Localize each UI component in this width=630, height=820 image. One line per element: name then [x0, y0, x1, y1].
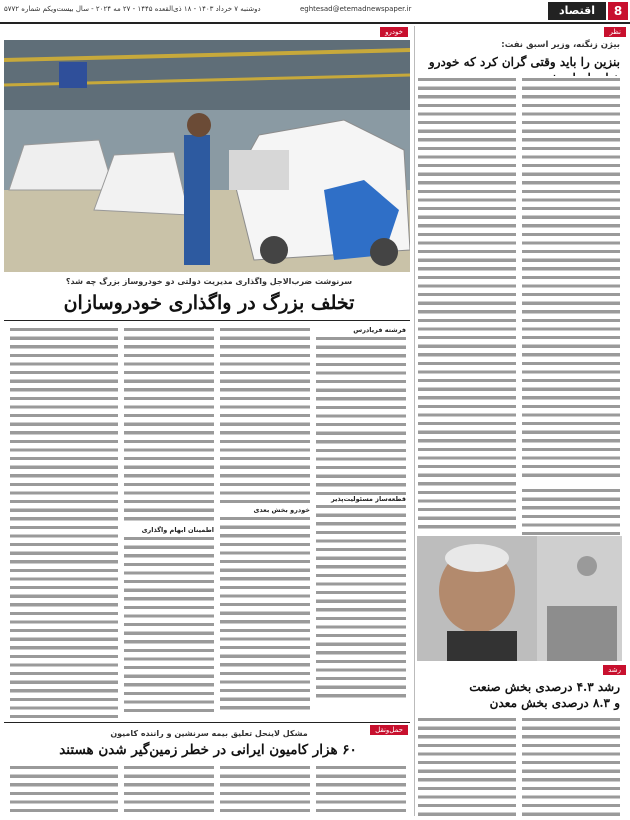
auto-subhead-4: اطمینان ابهام واگذاری	[141, 526, 214, 534]
auto-subhead-1: فرشته فریادرس	[353, 326, 406, 334]
growth-headline-2: و ۸.۳ درصدی بخش معدن	[489, 696, 620, 710]
opinion-text-col-1b	[522, 487, 620, 535]
opinion-tag: نظر	[604, 27, 626, 37]
auto-text-col-3	[124, 326, 214, 719]
section-email[interactable]: eghtesad@etemadnewspaper.ir	[300, 5, 412, 13]
auto-kicker: سرنوشت ضرب‌الاجل واگذاری مدیریت دولتی دو خودروساز بزرگ چه شد؟	[65, 277, 353, 286]
page-number: 8	[608, 2, 628, 20]
column-divider	[414, 26, 415, 816]
transport-text-col-3	[124, 764, 214, 816]
growth-tag: رشد	[603, 665, 626, 675]
auto-subhead-2: قطعه‌ساز مسئولیت‌پذیر	[330, 494, 406, 503]
dateline: دوشنبه ۷ خرداد ۱۴۰۳ - ۱۸ ذی‌القعده ۱۴۴۵ - ۲۷ مه ۲۰۲۴ - سال بیست‌ویکم شماره ۵۷۷۲	[4, 5, 261, 13]
transport-headline: ۶۰ هزار کامیون ایرانی در خطر زمین‌گیر شدن هستند	[59, 742, 357, 758]
transport-text-col-4	[10, 764, 118, 816]
auto-text-col-2	[220, 326, 310, 719]
growth-text-col-2	[418, 716, 516, 816]
opinion-kicker: بیژن زنگنه، وزیر اسبق نفت:	[501, 40, 620, 50]
auto-text-col-1	[316, 326, 406, 719]
transport-tag: حمل‌ونقل	[370, 725, 408, 735]
transport-text-col-2	[220, 764, 310, 816]
opinion-headline: بنزین را باید وقتی گران کرد که خودرو	[428, 55, 620, 69]
auto-rule	[4, 320, 410, 321]
growth-text-col-1	[522, 716, 620, 816]
header-rule	[0, 22, 630, 24]
portrait-photo	[417, 536, 622, 661]
transport-text-col-1	[316, 764, 406, 816]
transport-rule	[4, 722, 410, 723]
opinion-text-col-2	[418, 76, 516, 531]
opinion-text-col-1	[522, 76, 620, 481]
car-factory-photo	[4, 40, 410, 272]
transport-kicker: مشکل لاینحل تعلیق بیمه سرنشین و راننده کامیون	[110, 729, 308, 738]
section-label: اقتصاد	[548, 2, 606, 20]
auto-headline: تخلف بزرگ در واگذاری خودروسازان	[63, 292, 355, 314]
auto-tag: خودرو	[380, 27, 408, 37]
auto-subhead-3: خودرو بخش بعدی	[253, 506, 310, 514]
auto-text-col-4	[10, 326, 118, 719]
growth-headline-1: رشد ۴.۳ درصدی بخش صنعت	[469, 680, 620, 694]
